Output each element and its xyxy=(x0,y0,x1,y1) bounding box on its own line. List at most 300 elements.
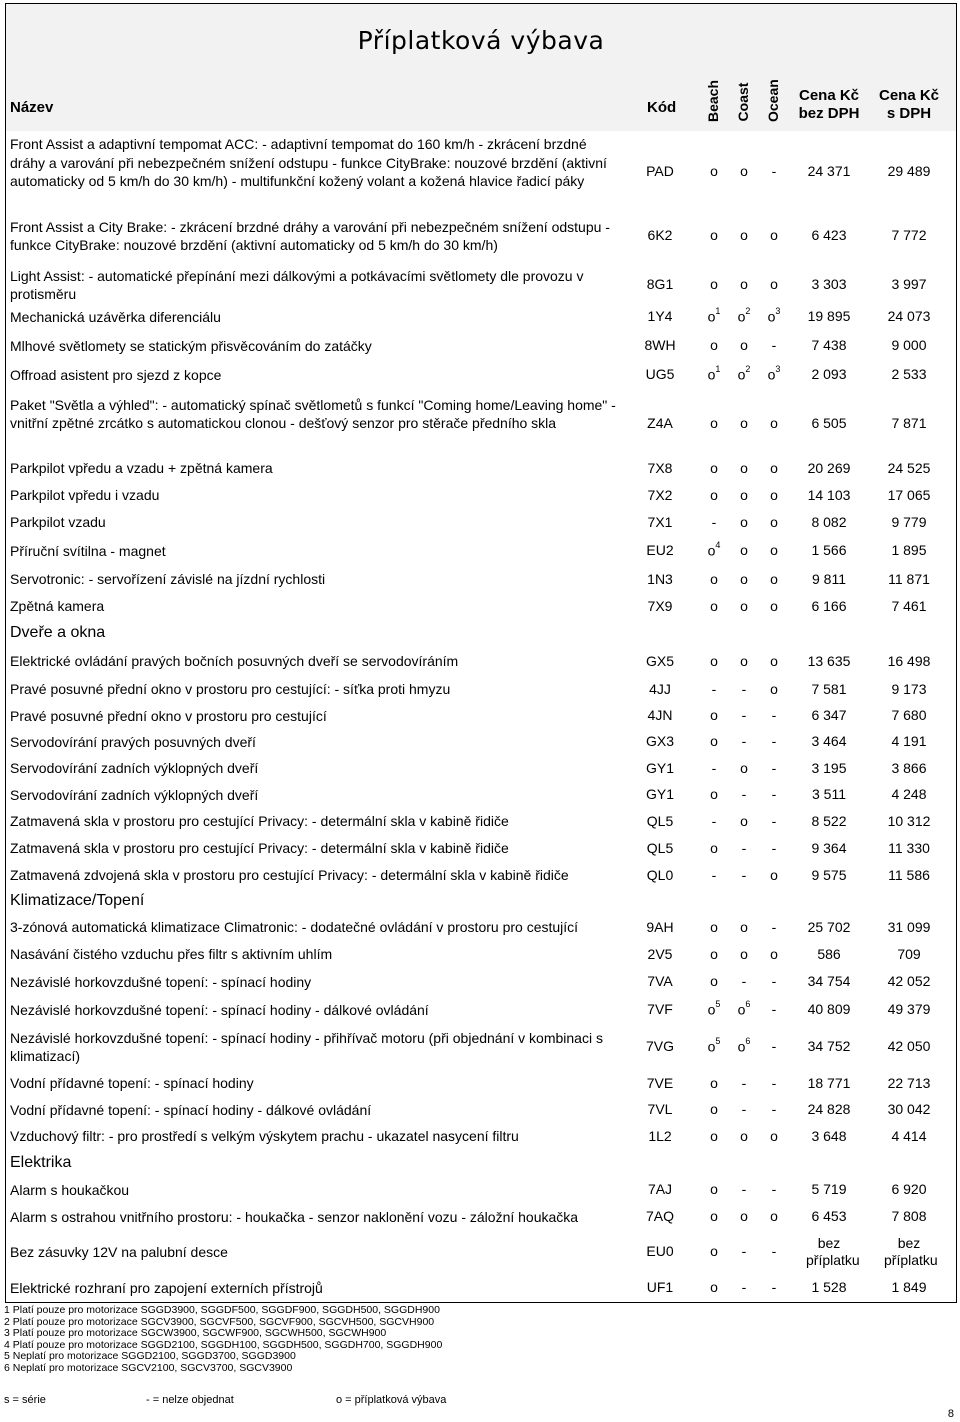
price-gross xyxy=(866,1128,952,1144)
price-gross-value: 24 073 xyxy=(887,308,931,324)
price-net xyxy=(784,1128,874,1144)
table-row xyxy=(6,782,956,808)
price-gross-value: 4 248 xyxy=(891,786,927,802)
coast-availability-value: - xyxy=(741,866,747,883)
option-name: Zatmavená skla v prostoru pro cestující Privacy: - determální skla v kabině řidiče xyxy=(10,840,509,857)
option-name: Vodní přídavné topení: - spínací hodiny - dálkové ovládání xyxy=(10,1101,372,1118)
price-gross xyxy=(866,337,952,353)
table-row xyxy=(6,808,956,835)
coast-availability-value: o xyxy=(740,945,748,962)
option-code-value: UG5 xyxy=(645,366,675,382)
price-gross xyxy=(866,460,952,476)
coast-availability xyxy=(733,760,755,776)
coast-availability-value: o xyxy=(740,542,748,558)
price-net-value: 9 575 xyxy=(811,866,847,883)
beach-availability-value: o xyxy=(710,707,718,723)
ocean-availability-value: - xyxy=(771,337,777,353)
option-name: Vzduchový filtr: - pro prostředí s velkým výskytem prachu - ukazatel nasycení filtru xyxy=(10,1128,519,1145)
price-gross-value: 11 330 xyxy=(888,839,930,856)
ocean-availability xyxy=(763,1075,785,1091)
header-price-gross xyxy=(866,87,952,123)
footnote-ref: 1 xyxy=(715,364,721,374)
price-net xyxy=(784,813,874,829)
ocean-availability-value: o xyxy=(770,459,778,476)
beach-availability xyxy=(703,308,725,325)
coast-availability xyxy=(733,571,755,587)
beach-availability-value: o xyxy=(710,414,718,431)
price-net xyxy=(784,598,874,614)
option-code-value: QL5 xyxy=(646,839,674,856)
price-gross-value: 9 779 xyxy=(891,513,927,530)
price-net-value: 1 528 xyxy=(811,1279,847,1295)
header-price-net-line2: bez DPH xyxy=(798,105,860,122)
coast-availability-value: - xyxy=(741,786,747,802)
ocean-availability xyxy=(763,308,785,325)
beach-availability-value: - xyxy=(711,812,717,829)
price-net xyxy=(784,1181,874,1197)
price-gross-value: 3 866 xyxy=(891,759,927,776)
ocean-availability xyxy=(763,460,785,476)
ocean-availability xyxy=(763,163,785,179)
ocean-availability-value: - xyxy=(771,1279,777,1295)
option-code xyxy=(630,1075,690,1091)
coast-availability xyxy=(733,1038,755,1055)
coast-availability xyxy=(733,460,755,476)
option-name: Nezávislé horkovzdušné topení: - spínací hodiny xyxy=(10,973,312,990)
beach-availability xyxy=(703,571,725,587)
ocean-availability-value: - xyxy=(771,812,777,829)
price-net xyxy=(784,460,874,476)
coast-availability xyxy=(733,707,755,723)
coast-availability xyxy=(733,366,755,383)
beach-availability xyxy=(703,1243,725,1259)
option-code xyxy=(630,366,690,382)
price-net xyxy=(784,1038,874,1054)
table-row xyxy=(6,996,956,1024)
option-code-value: UF1 xyxy=(646,1279,674,1295)
option-code xyxy=(630,867,690,883)
price-gross-value: 17 065 xyxy=(887,486,931,503)
price-net xyxy=(784,337,874,353)
table-row xyxy=(6,1097,956,1123)
price-gross-value: 10 312 xyxy=(887,812,931,829)
beach-availability-value: o xyxy=(710,1208,718,1224)
price-net-value: 9 811 xyxy=(812,570,846,587)
beach-availability xyxy=(703,227,725,243)
ocean-availability-value: - xyxy=(771,839,777,856)
header-price-net xyxy=(784,87,874,123)
beach-availability xyxy=(703,1038,725,1055)
header-ocean: Ocean xyxy=(765,79,781,122)
option-code-value: 1L2 xyxy=(648,1127,672,1144)
price-net-value: 13 635 xyxy=(807,652,851,669)
beach-availability-value: o xyxy=(710,945,718,962)
price-net-value: 20 269 xyxy=(807,459,851,476)
footnote-ref: 3 xyxy=(775,364,781,374)
coast-availability xyxy=(733,919,755,935)
option-code xyxy=(630,1001,690,1017)
ocean-availability-value: - xyxy=(771,733,777,749)
coast-availability xyxy=(733,542,755,558)
coast-availability-value: - xyxy=(741,1101,747,1117)
option-code xyxy=(630,946,690,962)
coast-availability-value: o xyxy=(740,759,748,776)
option-code-value: 4JJ xyxy=(649,680,671,697)
option-code xyxy=(630,487,690,503)
ocean-availability-value: o xyxy=(770,414,778,431)
ocean-availability xyxy=(763,227,785,243)
ocean-availability xyxy=(763,867,785,883)
option-name: Servodovírání zadních výklopných dveří xyxy=(10,760,259,777)
option-name: Servodovírání pravých posuvných dveří xyxy=(10,733,256,750)
legend-serie: s = série xyxy=(4,1394,46,1406)
price-net xyxy=(784,227,874,243)
price-net xyxy=(784,1235,874,1269)
price-net xyxy=(784,308,874,324)
table-row xyxy=(6,392,956,455)
ocean-availability-value: - xyxy=(771,1074,777,1091)
coast-availability-value: o xyxy=(737,366,746,383)
beach-availability-value: o xyxy=(707,366,716,383)
price-net-value: 40 809 xyxy=(807,1001,851,1017)
coast-availability-value: - xyxy=(741,1243,747,1259)
price-gross-value: 6 920 xyxy=(891,1181,927,1197)
option-code xyxy=(630,786,690,802)
ocean-availability xyxy=(763,681,785,697)
ocean-availability-value: o xyxy=(770,570,778,587)
coast-availability xyxy=(733,487,755,503)
price-net xyxy=(784,276,874,292)
ocean-availability xyxy=(763,1208,785,1224)
coast-availability xyxy=(733,415,755,431)
price-net-value: 7 581 xyxy=(811,680,847,697)
price-gross xyxy=(866,163,952,179)
price-net-value: 6 453 xyxy=(811,1208,847,1224)
price-net xyxy=(784,1279,874,1295)
footnote: 6 Neplatí pro motorizace SGCV2100, SGCV3700, SGCV3900 xyxy=(4,1361,293,1374)
footnote: 4 Platí pouze pro motorizace SGGD2100, SGGDH100, SGGDH500, SGGDH700, SGGDH900 xyxy=(4,1338,443,1351)
ocean-availability xyxy=(763,760,785,776)
price-gross-value: 4 191 xyxy=(891,733,927,749)
price-net-value: 34 752 xyxy=(807,1038,851,1054)
coast-availability-value: - xyxy=(741,1279,747,1295)
footnote: 1 Platí pouze pro motorizace SGGD3900, SGGDF500, SGGDF900, SGGDH500, SGGDH900 xyxy=(4,1304,440,1316)
coast-availability-value: o xyxy=(737,1038,746,1055)
price-net-value: 14 103 xyxy=(807,486,851,503)
coast-availability xyxy=(733,1279,755,1295)
footnote-ref: 1 xyxy=(715,306,721,316)
price-gross xyxy=(866,308,952,324)
footnote-ref: 6 xyxy=(745,999,751,1009)
option-code xyxy=(630,681,690,697)
table-row xyxy=(6,360,956,390)
ocean-availability xyxy=(763,571,785,587)
header-beach: Beach xyxy=(705,79,721,122)
table-row xyxy=(6,455,956,482)
option-code-value: 7AJ xyxy=(647,1181,673,1197)
ocean-availability xyxy=(763,946,785,962)
table-row xyxy=(6,647,956,676)
price-net xyxy=(784,571,874,587)
ocean-availability-value: o xyxy=(770,542,778,558)
coast-availability-value: o xyxy=(740,163,748,179)
ocean-availability-value: - xyxy=(771,1181,777,1197)
option-code-value: QL0 xyxy=(646,866,674,883)
price-gross xyxy=(866,1075,952,1091)
price-gross-value: 11 871 xyxy=(888,570,930,587)
footnote-ref: 5 xyxy=(715,999,721,1009)
price-gross-value: 30 042 xyxy=(887,1101,931,1117)
beach-availability xyxy=(703,681,725,697)
price-net xyxy=(784,681,874,697)
option-code-value: EU0 xyxy=(646,1243,674,1259)
price-gross-value: 1 849 xyxy=(891,1279,927,1295)
ocean-availability-value: o xyxy=(770,866,778,883)
option-name: Pravé posuvné přední okno v prostoru pro cestující xyxy=(10,707,327,724)
option-name: Paket "Světla a výhled": - automatický spínač světlometů s funkcí "Coming home/Leaving home" - vnitřní zpětné zrcátko s automatickou clonou - dešťový senzor pro stěrače předního skla xyxy=(10,396,616,432)
ocean-availability xyxy=(763,1038,785,1054)
table-row xyxy=(6,1070,956,1097)
option-name: Parkpilot vpředu a vzadu + zpětná kamera xyxy=(10,460,273,477)
beach-availability-value: o xyxy=(710,597,718,614)
price-gross xyxy=(866,571,952,587)
option-code-value: 7X9 xyxy=(647,597,673,614)
ocean-availability xyxy=(763,813,785,829)
option-code-value: 7X8 xyxy=(647,459,673,476)
option-code xyxy=(630,760,690,776)
beach-availability xyxy=(703,415,725,431)
option-code-value: 1Y4 xyxy=(647,308,673,324)
option-name: Alarm s houkačkou xyxy=(10,1181,130,1198)
ocean-availability xyxy=(763,514,785,530)
table-row xyxy=(6,729,956,755)
price-gross-value: 709 xyxy=(897,945,921,962)
option-code-value: Z4A xyxy=(647,414,673,431)
header-name: Název xyxy=(10,99,54,116)
price-net-value: 7 438 xyxy=(811,337,847,353)
option-code xyxy=(630,337,690,353)
price-gross-value: 42 050 xyxy=(887,1038,931,1054)
ocean-availability-value: - xyxy=(771,759,777,776)
coast-availability xyxy=(733,840,755,856)
beach-availability xyxy=(703,598,725,614)
price-gross-value: 42 052 xyxy=(887,973,931,989)
beach-availability-value: o xyxy=(710,276,718,292)
price-net-value: 3 195 xyxy=(811,759,847,776)
price-gross-value: 9 173 xyxy=(891,680,927,697)
price-gross xyxy=(866,227,952,243)
beach-availability xyxy=(703,1001,725,1018)
coast-availability-value: o xyxy=(740,570,748,587)
ocean-availability xyxy=(763,1181,785,1197)
coast-availability-value: o xyxy=(740,276,748,292)
coast-availability xyxy=(733,1101,755,1117)
beach-availability-value: o xyxy=(710,1127,718,1144)
price-net-value: 5 719 xyxy=(811,1181,847,1197)
beach-availability-value: o xyxy=(710,839,718,856)
ocean-availability-value: - xyxy=(771,163,777,179)
beach-availability-value: o xyxy=(710,1101,718,1117)
coast-availability xyxy=(733,1208,755,1224)
price-gross-value: 7 772 xyxy=(891,227,927,243)
beach-availability xyxy=(703,1075,725,1091)
beach-availability-value: o xyxy=(707,1038,716,1055)
coast-availability-value: o xyxy=(740,486,748,503)
ocean-availability-value: o xyxy=(770,486,778,503)
beach-availability-value: o xyxy=(710,337,718,353)
price-gross-value: 49 379 xyxy=(887,1001,931,1017)
option-code-value: 1N3 xyxy=(647,570,673,587)
price-gross xyxy=(866,276,952,292)
price-gross-value: 24 525 xyxy=(887,459,931,476)
option-code xyxy=(630,415,690,431)
footnote: 2 Platí pouze pro motorizace SGCV3900, SGCVF500, SGCVF900, SGCVH500, SGCVH900 xyxy=(4,1315,435,1328)
option-name: Mlhové světlomety se statickým přisvěcováním do zatáčky xyxy=(10,337,372,354)
beach-availability-value: - xyxy=(711,513,717,530)
beach-availability-value: o xyxy=(710,733,718,749)
header-price-gross-line1: Cena Kč xyxy=(878,87,940,104)
table-row xyxy=(6,482,956,509)
option-name: Bez zásuvky 12V na palubní desce xyxy=(10,1243,228,1260)
coast-availability xyxy=(733,1075,755,1091)
footnote-ref: 5 xyxy=(715,1036,721,1046)
option-code-value: 8G1 xyxy=(646,276,674,292)
ocean-availability-value: o xyxy=(770,652,778,669)
ocean-availability xyxy=(763,1243,785,1259)
price-net xyxy=(784,514,874,530)
price-gross xyxy=(866,707,952,723)
price-net-value: 3 303 xyxy=(811,276,847,292)
option-code xyxy=(630,598,690,614)
coast-availability-value: o xyxy=(740,597,748,614)
price-net-value: 1 566 xyxy=(811,542,847,558)
price-net-value: 25 702 xyxy=(807,918,851,935)
price-gross-value: 29 489 xyxy=(887,163,931,179)
table-row xyxy=(6,566,956,593)
beach-availability-value: o xyxy=(710,973,718,989)
footnote-ref: 4 xyxy=(715,540,721,550)
option-name: Parkpilot vpředu i vzadu xyxy=(10,487,160,504)
ocean-availability-value: o xyxy=(770,1127,778,1144)
beach-availability xyxy=(703,514,725,530)
price-gross xyxy=(866,1181,952,1197)
footnote-ref: 3 xyxy=(775,306,781,316)
ocean-availability xyxy=(763,840,785,856)
table-row xyxy=(6,1203,956,1231)
price-gross xyxy=(866,760,952,776)
price-gross-value: 16 498 xyxy=(887,652,931,669)
option-name: Nasávání čistého vzduchu přes filtr s aktivním uhlím xyxy=(10,946,333,963)
option-name: Nezávislé horkovzdušné topení: - spínací hodiny - přihřívač motoru (při objednání v kombinaci s klimatizací) xyxy=(10,1029,603,1064)
option-code-value: 7X2 xyxy=(647,486,673,503)
beach-availability-value: o xyxy=(710,227,718,243)
price-net-value: 8 082 xyxy=(811,513,847,530)
beach-availability-value: o xyxy=(710,652,718,669)
price-net-value: 8 522 xyxy=(811,812,847,829)
coast-availability xyxy=(733,733,755,749)
price-net-value: 18 771 xyxy=(807,1074,851,1091)
option-code xyxy=(630,973,690,989)
coast-availability-value: o xyxy=(737,1001,746,1018)
coast-availability-value: - xyxy=(741,1181,747,1197)
table-row xyxy=(6,593,956,620)
coast-availability-value: o xyxy=(737,308,746,325)
coast-availability-value: o xyxy=(740,652,748,669)
price-gross-value: 7 680 xyxy=(891,707,927,723)
coast-availability-value: o xyxy=(740,227,748,243)
option-name: Zatmavená skla v prostoru pro cestující Privacy: - determální skla v kabině řidiče xyxy=(10,813,509,830)
table-row xyxy=(6,303,956,331)
option-name: Pravé posuvné přední okno v prostoru pro cestující: - síťka proti hmyzu xyxy=(10,681,451,698)
option-code-value: 7VG xyxy=(645,1038,674,1054)
option-name: Front Assist a adaptivní tempomat ACC: - adaptivní tempomat do 160 km/h - zkrácení brzdné dráhy a varování při nebezpečném snížení odstupu - funkce CityBrake: nouzové brzdění (aktivní automaticky od 5 km/h do 30 km/h) - multifunkční kožený volant a kožená hlavice řadicí páky xyxy=(10,136,607,189)
coast-availability xyxy=(733,1128,755,1144)
beach-availability-value: o xyxy=(710,459,718,476)
price-net-value: 24 828 xyxy=(807,1101,851,1117)
coast-availability xyxy=(733,337,755,353)
price-net xyxy=(784,487,874,503)
beach-availability-value: o xyxy=(710,918,718,935)
price-gross xyxy=(866,1101,952,1117)
price-net-value: 6 505 xyxy=(811,414,847,431)
header-price-net-line1: Cena Kč xyxy=(798,87,860,104)
table-row xyxy=(6,1024,956,1070)
option-code-value: 6K2 xyxy=(647,227,673,243)
option-code xyxy=(630,707,690,723)
price-gross-value: 7 461 xyxy=(891,597,927,614)
price-gross xyxy=(866,1208,952,1224)
ocean-availability xyxy=(763,653,785,669)
ocean-availability-value: o xyxy=(770,597,778,614)
table-row xyxy=(6,1123,956,1150)
option-code xyxy=(630,919,690,935)
price-net xyxy=(784,1001,874,1017)
legend-optional: o = příplatková výbava xyxy=(336,1394,447,1406)
price-gross-value: 4 414 xyxy=(891,1127,927,1144)
page-title: Příplatková výbava xyxy=(357,26,605,55)
coast-availability xyxy=(733,653,755,669)
price-table xyxy=(5,3,957,1303)
footnote: 3 Platí pouze pro motorizace SGCW3900, SGCWF900, SGCWH500, SGCWH900 xyxy=(4,1327,387,1340)
option-code-value: 4JN xyxy=(647,707,673,723)
option-code xyxy=(630,163,690,179)
ocean-availability xyxy=(763,786,785,802)
price-gross-value: 7 871 xyxy=(891,414,927,431)
coast-availability xyxy=(733,1001,755,1018)
option-code-value: GX5 xyxy=(645,652,674,669)
option-code-value: 7VA xyxy=(647,973,673,989)
price-net xyxy=(784,366,874,382)
ocean-availability-value: - xyxy=(771,1001,777,1017)
table-row xyxy=(6,132,956,212)
ocean-availability xyxy=(763,337,785,353)
beach-availability-value: o xyxy=(707,1001,716,1018)
price-net-value: bez příplatku xyxy=(806,1235,860,1268)
section-heading: Elektrika xyxy=(10,1153,72,1171)
option-name: Servotronic: - servořízení závislé na jízdní rychlosti xyxy=(10,571,326,588)
coast-availability-value: - xyxy=(741,733,747,749)
ocean-availability-value: o xyxy=(770,513,778,530)
header-coast: Coast xyxy=(735,82,751,122)
ocean-availability-value: o xyxy=(770,276,778,292)
table-row xyxy=(6,941,956,968)
price-net xyxy=(784,919,874,935)
ocean-availability-value: - xyxy=(771,973,777,989)
price-gross xyxy=(866,919,952,935)
ocean-availability-value: - xyxy=(771,786,777,802)
option-code-value: 7VF xyxy=(647,1001,673,1017)
option-name: Zatmavená zdvojená skla v prostoru pro cestující Privacy: - determální skla v kabině řidiče xyxy=(10,867,569,884)
